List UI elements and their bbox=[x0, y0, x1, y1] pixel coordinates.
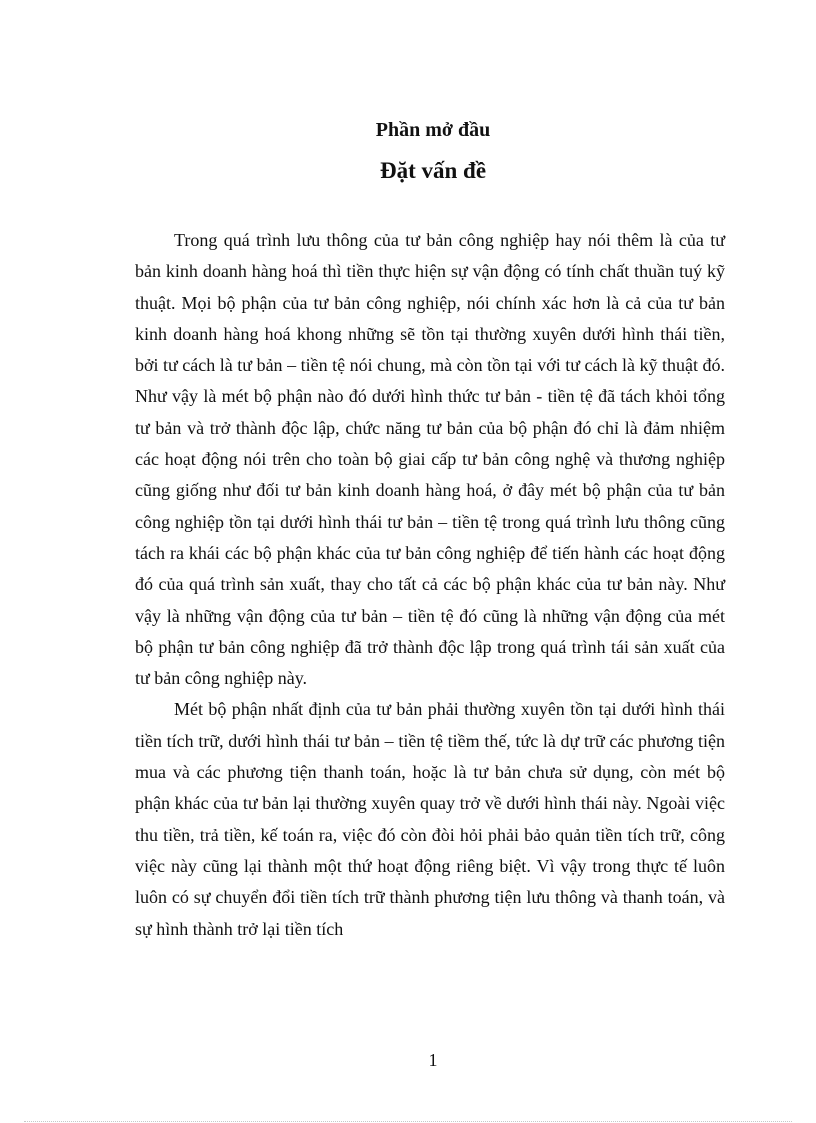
paragraph: Trong quá trình lưu thông của tư bản công nghiệp hay nói thêm là của tư bản kinh doanh hàng hoá thì tiền thực hiện sự vận động có tính chất thuần tuý kỹ thuật. Mọi bộ phận của tư bản công nghiệp, nói chính xác hơn là cả của tư bản kinh doanh hàng hoá khong những sẽ tồn tại thường xuyên dưới hình thái tiền, bởi tư cách là tư bản – tiền tệ nói chung, mà còn tồn tại với tư cách là kỹ thuật đó. Như vậy là mét bộ phận nào đó dưới hình thức tư bản - tiền tệ đã tách khỏi tổng tư bản và trở thành độc lập, chức năng tư bản của bộ phận đó chỉ là đảm nhiệm các hoạt động nói trên cho toàn bộ giai cấp tư bản công nghệ và thương nghiệp cũng giống như đối tư bản kinh doanh hàng hoá, ở đây mét bộ phận của tư bản công nghiệp tồn tại dưới hình thái tư bản – tiền tệ trong quá trình lưu thông cũng tách ra khái các bộ phận khác của tư bản công nghiệp để tiến hành các hoạt động đó của quá trình sản xuất, thay cho tất cả các bộ phận khác của tư bản này. Như vậy là những vận động của tư bản – tiền tệ đó cũng là những vận động của mét bộ phận tư bản công nghiệp đã trở thành độc lập trong quá trình tái sản xuất của tư bản công nghiệp này. bbox=[135, 230, 725, 689]
section-subtitle: Đặt vấn đề bbox=[379, 158, 487, 183]
section-title: Phần mở đầu bbox=[375, 119, 491, 141]
page-bottom-divider bbox=[24, 1121, 792, 1122]
page-number: 1 bbox=[428, 1050, 438, 1070]
paragraph: Mét bộ phận nhất định của tư bản phải thường xuyên tồn tại dưới hình thái tiền tích trữ, dưới hình thái tư bản – tiền tệ tiềm thế, tức là dự trữ các phương tiện mua và các phương tiện thanh toán, hoặc là tư bản chưa sử dụng, còn mét bộ phận khác của tư bản lại thường xuyên quay trở về dưới hình thái này. Ngoài việc thu tiền, trả tiền, kế toán ra, việc đó còn đòi hỏi phải bảo quản tiền tích trữ, công việc này cũng lại thành một thứ hoạt động riêng biệt. Vì vậy trong thực tế luôn luôn có sự chuyển đổi tiền tích trữ thành phương tiện lưu thông và thanh toán, và sự hình thành trở lại tiền tích bbox=[135, 699, 725, 939]
body-text bbox=[135, 225, 725, 945]
